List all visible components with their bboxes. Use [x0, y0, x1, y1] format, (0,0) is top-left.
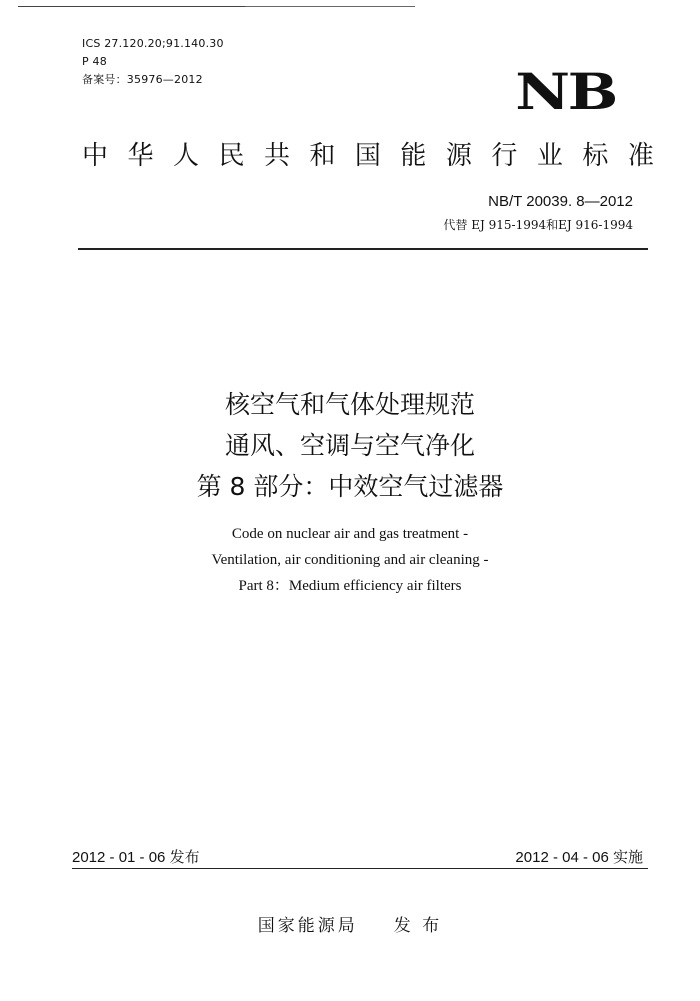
chinese-title-line-3: 第 8 部分：中效空气过滤器 — [196, 472, 504, 501]
standard-type-char: 华 — [127, 141, 154, 171]
english-title-line-2: Ventilation, air conditioning and air cleaning - — [211, 552, 489, 568]
nb-logo: NB — [515, 62, 616, 121]
issue-date: 2012 - 01 - 06 发布 — [72, 849, 200, 866]
category-code: P 48 — [82, 55, 107, 68]
standard-type-char: 行 — [491, 141, 518, 171]
standard-type-char: 源 — [445, 141, 472, 171]
scan-edge-line-2 — [245, 6, 415, 7]
replaces-note: 代替 EJ 915-1994和EJ 916-1994 — [443, 218, 633, 232]
standard-type-char: 业 — [536, 141, 563, 171]
standard-number: NB/T 20039. 8—2012 — [488, 193, 633, 210]
chinese-title-line-2: 通风、空调与空气净化 — [224, 431, 475, 460]
issuing-authority — [0, 911, 700, 936]
filing-number: 备案号：35976—2012 — [82, 73, 203, 86]
standard-type-title — [82, 135, 654, 172]
standard-type-char: 国 — [354, 141, 381, 171]
standard-type-char: 能 — [400, 141, 427, 171]
english-title-line-1: Code on nuclear air and gas treatment - — [231, 526, 469, 542]
effective-date: 2012 - 04 - 06 实施 — [515, 849, 643, 866]
footer-divider — [72, 868, 648, 869]
classification-block — [82, 35, 224, 89]
english-title-line-3: Part 8：Medium efficiency air filters — [238, 578, 462, 594]
standard-type-char: 标 — [582, 141, 609, 171]
english-title — [0, 521, 700, 599]
chinese-title — [0, 384, 700, 507]
issuer-action: 发 布 — [393, 916, 443, 936]
standard-type-char: 民 — [218, 141, 245, 171]
standard-type-char: 共 — [263, 141, 290, 171]
chinese-title-line-1: 核空气和气体处理规范 — [224, 390, 475, 419]
ics-code: ICS 27.120.20;91.140.30 — [82, 37, 224, 50]
standard-type-char: 中 — [82, 141, 109, 171]
standard-type-char: 和 — [309, 141, 336, 171]
header-divider — [78, 248, 648, 250]
standard-type-char: 人 — [172, 141, 199, 171]
standard-type-char: 准 — [627, 141, 654, 171]
issuer-org: 国家能源局 — [257, 916, 358, 936]
